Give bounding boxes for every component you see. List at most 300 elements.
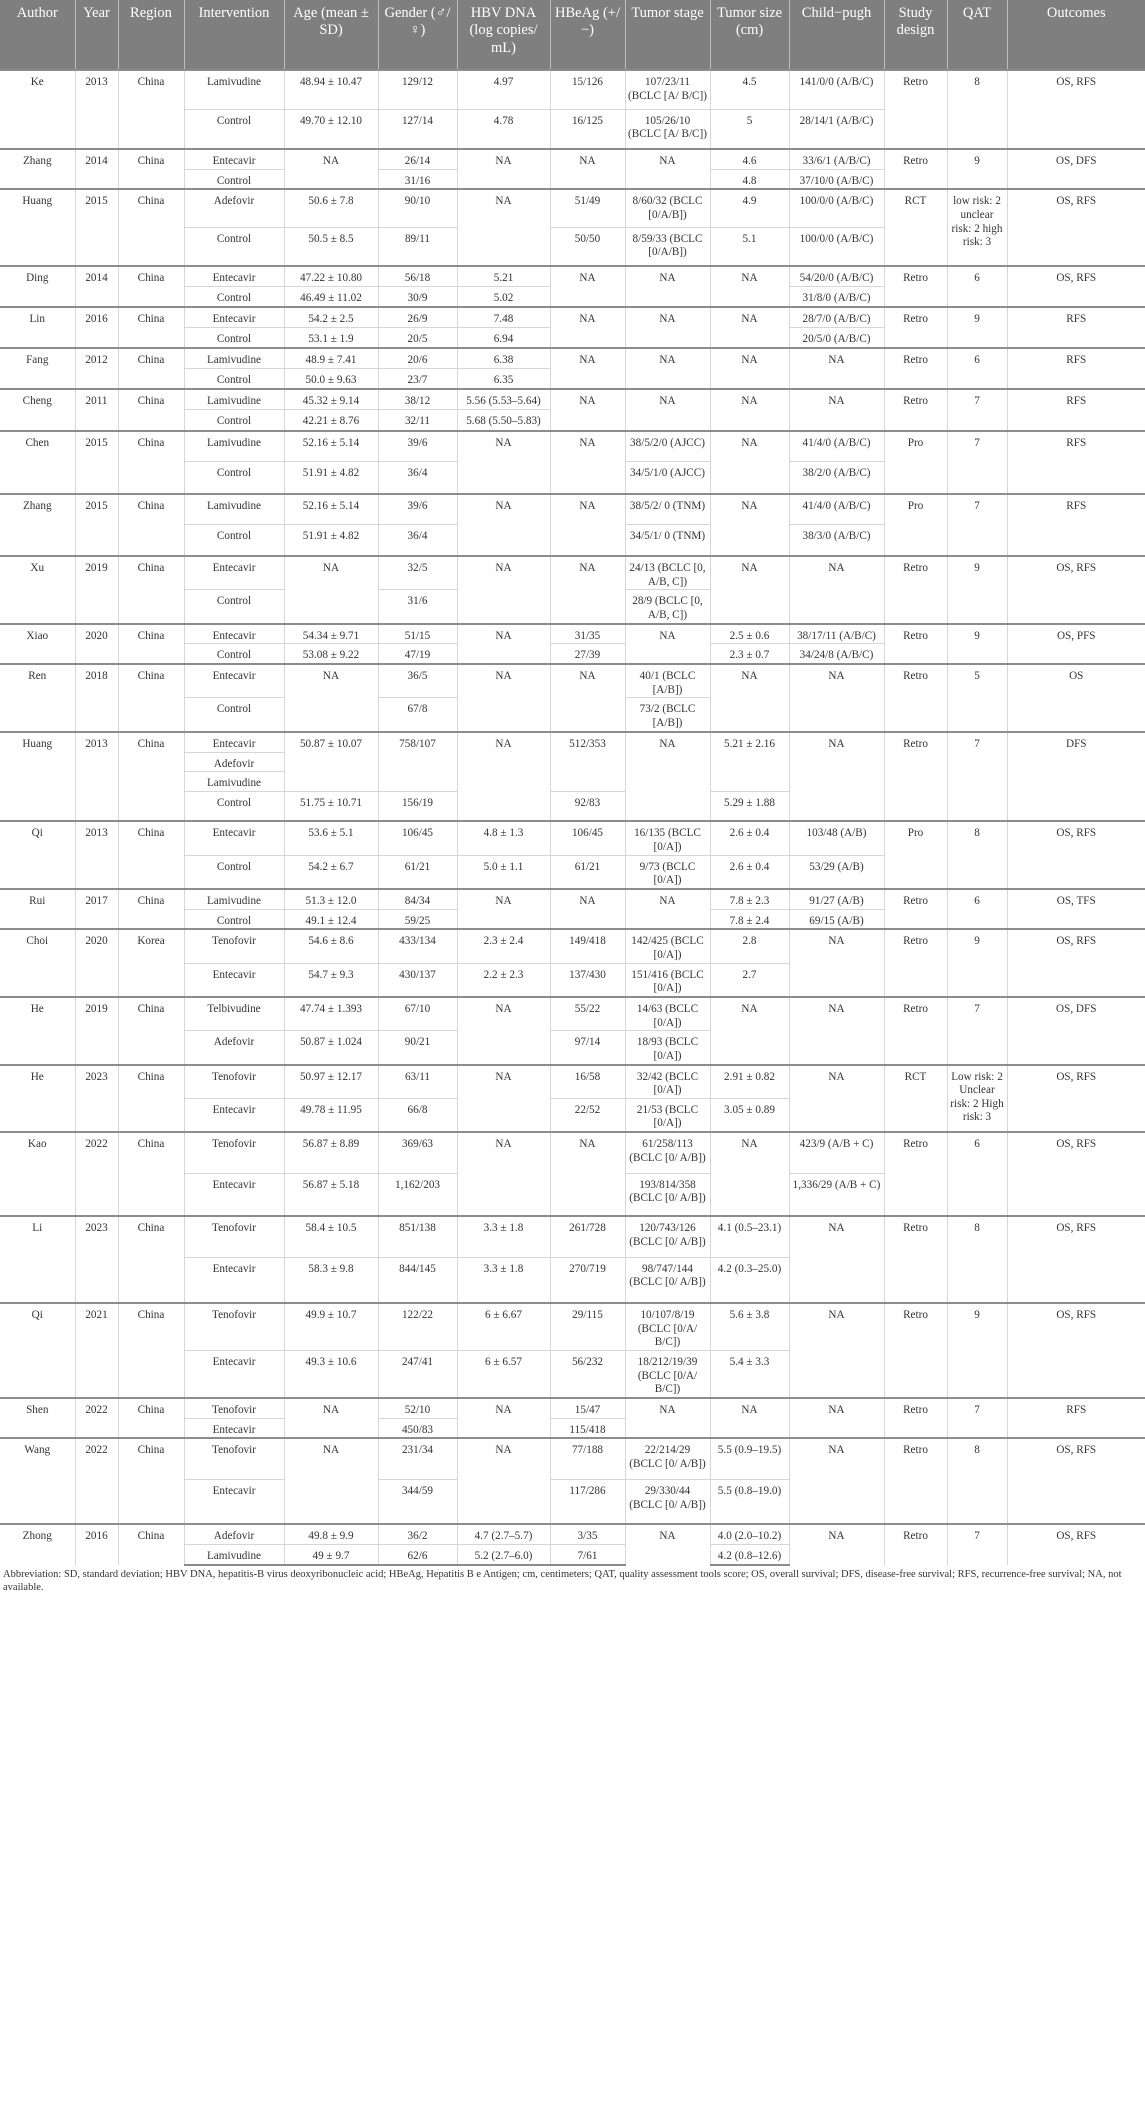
cell-year: 2015 [75, 431, 118, 494]
cell-intervention: Control [184, 791, 284, 821]
cell-region: China [118, 149, 184, 189]
cell-hbv-dna: 7.48 [457, 307, 550, 328]
cell-intervention: Entecavir [184, 149, 284, 169]
cell-intervention: Entecavir [184, 1098, 284, 1132]
cell-child-pugh: 28/14/1 (A/B/C) [789, 109, 884, 149]
cell-hbeag: NA [550, 389, 625, 431]
cell-tumor-stage: 28/9 (BCLC [0, A/B, C]) [625, 590, 710, 624]
cell-hbeag: 149/418 [550, 929, 625, 963]
cell-author: Choi [0, 929, 75, 997]
table-row [0, 1438, 1145, 1479]
cell-age: NA [284, 664, 378, 732]
cell-year: 2019 [75, 997, 118, 1065]
cell-study-design: RCT [884, 189, 947, 266]
cell-child-pugh: 54/20/0 (A/B/C) [789, 266, 884, 286]
cell-year: 2015 [75, 189, 118, 266]
cell-hbeag: NA [550, 1132, 625, 1216]
cell-intervention: Lamivudine [184, 1545, 284, 1565]
cell-tumor-size: 2.8 [710, 929, 789, 963]
cell-tumor-size: NA [710, 348, 789, 389]
cell-age: 50.6 ± 7.8 [284, 189, 378, 227]
cell-year: 2023 [75, 1065, 118, 1133]
cell-gender: 89/11 [378, 227, 457, 266]
cell-tumor-size: NA [710, 1398, 789, 1438]
cell-year: 2014 [75, 266, 118, 306]
table-row [0, 929, 1145, 963]
cell-intervention: Control [184, 169, 284, 189]
cell-hbeag: NA [550, 494, 625, 556]
cell-tumor-size: NA [710, 664, 789, 732]
cell-age: 45.32 ± 9.14 [284, 389, 378, 409]
cell-child-pugh: 91/27 (A/B) [789, 889, 884, 909]
cell-tumor-stage: 22/214/29 (BCLC [0/ A/B]) [625, 1438, 710, 1479]
cell-author: He [0, 1065, 75, 1133]
cell-hbv-dna: 3.3 ± 1.8 [457, 1257, 550, 1303]
cell-intervention: Control [184, 409, 284, 431]
cell-age: NA [284, 556, 378, 624]
cell-intervention: Entecavir [184, 307, 284, 328]
cell-outcomes: RFS [1007, 494, 1145, 556]
cell-region: China [118, 997, 184, 1065]
cell-region: China [118, 556, 184, 624]
cell-gender: 156/19 [378, 791, 457, 821]
cell-hbeag: 137/430 [550, 963, 625, 997]
cell-gender: 62/6 [378, 1545, 457, 1565]
cell-qat: 8 [947, 70, 1007, 149]
cell-region: China [118, 389, 184, 431]
cell-child-pugh: 69/15 (A/B) [789, 909, 884, 929]
cell-qat: 9 [947, 1303, 1007, 1398]
cell-gender: 30/9 [378, 286, 457, 306]
cell-tumor-stage: NA [625, 307, 710, 348]
cell-year: 2020 [75, 624, 118, 664]
cell-year: 2022 [75, 1438, 118, 1524]
table-row [0, 70, 1145, 109]
cell-study-design: Retro [884, 556, 947, 624]
cell-tumor-stage: 16/135 (BCLC [0/A]) [625, 821, 710, 855]
table-row [0, 389, 1145, 409]
cell-gender: 20/5 [378, 328, 457, 348]
cell-age: 51.75 ± 10.71 [284, 791, 378, 821]
cell-region: China [118, 348, 184, 389]
cell-gender: 1,162/203 [378, 1173, 457, 1216]
cell-age: 49.78 ± 11.95 [284, 1098, 378, 1132]
cell-age: 58.3 ± 9.8 [284, 1257, 378, 1303]
cell-year: 2013 [75, 70, 118, 149]
cell-hbeag: 61/21 [550, 855, 625, 889]
cell-tumor-stage: 120/743/126 (BCLC [0/ A/B]) [625, 1216, 710, 1257]
cell-intervention: Control [184, 109, 284, 149]
cell-hbeag: 22/52 [550, 1098, 625, 1132]
cell-outcomes: DFS [1007, 732, 1145, 821]
cell-hbv-dna: 5.56 (5.53–5.64) [457, 389, 550, 409]
table-row [0, 1303, 1145, 1350]
cell-author: Huang [0, 732, 75, 821]
cell-gender: 47/19 [378, 644, 457, 664]
cell-author: Ren [0, 664, 75, 732]
cell-region: China [118, 1132, 184, 1216]
cell-qat: 7 [947, 1398, 1007, 1438]
cell-region: China [118, 266, 184, 306]
cell-tumor-size: 3.05 ± 0.89 [710, 1098, 789, 1132]
cell-hbv-dna: 6.94 [457, 328, 550, 348]
cell-region: China [118, 1065, 184, 1133]
cell-study-design: Retro [884, 389, 947, 431]
cell-author: Ke [0, 70, 75, 149]
header-hbeag: HBeAg (+/−) [550, 0, 625, 70]
cell-age: 58.4 ± 10.5 [284, 1216, 378, 1257]
cell-gender: 369/63 [378, 1132, 457, 1173]
cell-age: 50.5 ± 8.5 [284, 227, 378, 266]
cell-gender: 67/8 [378, 698, 457, 732]
cell-study-design: Retro [884, 664, 947, 732]
cell-qat: 8 [947, 821, 1007, 889]
cell-region: China [118, 889, 184, 929]
cell-region: China [118, 494, 184, 556]
cell-age: 56.87 ± 5.18 [284, 1173, 378, 1216]
cell-age: 53.08 ± 9.22 [284, 644, 378, 664]
cell-hbv-dna: NA [457, 189, 550, 266]
cell-tumor-stage: 38/5/2/ 0 (TNM) [625, 494, 710, 524]
cell-gender: 23/7 [378, 369, 457, 389]
cell-hbv-dna: 4.7 (2.7–5.7) [457, 1524, 550, 1544]
cell-outcomes: OS, RFS [1007, 1303, 1145, 1398]
cell-qat: 7 [947, 732, 1007, 821]
cell-qat: 9 [947, 307, 1007, 348]
cell-age: 49.9 ± 10.7 [284, 1303, 378, 1350]
cell-hbeag: 27/39 [550, 644, 625, 664]
cell-tumor-size: 4.2 (0.3–25.0) [710, 1257, 789, 1303]
cell-qat: 7 [947, 431, 1007, 494]
cell-study-design: Retro [884, 624, 947, 664]
table-row [0, 997, 1145, 1031]
cell-qat: low risk: 2 unclear risk: 2 high risk: 3 [947, 189, 1007, 266]
cell-hbeag: 31/35 [550, 624, 625, 644]
cell-intervention: Control [184, 227, 284, 266]
cell-year: 2016 [75, 307, 118, 348]
cell-age: 47.22 ± 10.80 [284, 266, 378, 286]
header-gender: Gender (♂/♀) [378, 0, 457, 70]
cell-gender: 36/2 [378, 1524, 457, 1544]
cell-intervention: Entecavir [184, 624, 284, 644]
cell-hbv-dna: NA [457, 149, 550, 189]
cell-age: NA [284, 1438, 378, 1524]
cell-hbv-dna: NA [457, 624, 550, 664]
cell-author: Zhang [0, 494, 75, 556]
cell-author: Chen [0, 431, 75, 494]
header-tumor-size: Tumor size (cm) [710, 0, 789, 70]
cell-outcomes: OS, RFS [1007, 821, 1145, 889]
cell-tumor-stage: 18/212/19/39 (BCLC [0/A/ B/C]) [625, 1351, 710, 1398]
table-row [0, 556, 1145, 590]
cell-year: 2017 [75, 889, 118, 929]
table-row [0, 149, 1145, 169]
cell-tumor-size: 5.4 ± 3.3 [710, 1351, 789, 1398]
cell-tumor-size: 5.5 (0.9–19.5) [710, 1438, 789, 1479]
cell-tumor-stage: NA [625, 149, 710, 189]
cell-age: 54.6 ± 8.6 [284, 929, 378, 963]
header-hbv-dna: HBV DNA (log copies/ mL) [457, 0, 550, 70]
cell-age: 49.8 ± 9.9 [284, 1524, 378, 1544]
cell-tumor-size: 4.0 (2.0–10.2) [710, 1524, 789, 1544]
cell-intervention: Control [184, 461, 284, 494]
cell-child-pugh: 41/4/0 (A/B/C) [789, 494, 884, 524]
cell-study-design: Retro [884, 149, 947, 189]
cell-gender: 844/145 [378, 1257, 457, 1303]
cell-qat: 9 [947, 149, 1007, 189]
cell-tumor-stage: NA [625, 1398, 710, 1438]
cell-hbeag: 261/728 [550, 1216, 625, 1257]
cell-age: 42.21 ± 8.76 [284, 409, 378, 431]
cell-gender: 32/11 [378, 409, 457, 431]
cell-child-pugh: 20/5/0 (A/B/C) [789, 328, 884, 348]
cell-gender: 127/14 [378, 109, 457, 149]
cell-hbv-dna: 6.38 [457, 348, 550, 369]
cell-author: Wang [0, 1438, 75, 1524]
cell-tumor-size: NA [710, 494, 789, 556]
cell-region: China [118, 1524, 184, 1564]
cell-hbeag: 51/49 [550, 189, 625, 227]
cell-hbeag: NA [550, 149, 625, 189]
cell-intervention: Entecavir [184, 1479, 284, 1524]
cell-child-pugh: NA [789, 1065, 884, 1133]
cell-gender: 106/45 [378, 821, 457, 855]
cell-outcomes: RFS [1007, 1398, 1145, 1438]
cell-gender: 67/10 [378, 997, 457, 1031]
cell-study-design: Retro [884, 1398, 947, 1438]
cell-tumor-stage: 73/2 (BCLC [A/B]) [625, 698, 710, 732]
cell-hbeag: 55/22 [550, 997, 625, 1031]
cell-age: 52.16 ± 5.14 [284, 431, 378, 461]
cell-qat: 6 [947, 1132, 1007, 1216]
cell-tumor-size: 5.21 ± 2.16 [710, 732, 789, 791]
cell-hbv-dna: NA [457, 889, 550, 929]
cell-year: 2012 [75, 348, 118, 389]
cell-hbeag: NA [550, 348, 625, 389]
cell-outcomes: OS, TFS [1007, 889, 1145, 929]
cell-gender: 433/134 [378, 929, 457, 963]
cell-intervention: Control [184, 369, 284, 389]
cell-intervention: Telbivudine [184, 997, 284, 1031]
cell-intervention: Entecavir [184, 1173, 284, 1216]
cell-tumor-size: 5.1 [710, 227, 789, 266]
cell-study-design: Pro [884, 821, 947, 889]
cell-year: 2013 [75, 821, 118, 889]
cell-tumor-size: 4.2 (0.8–12.6) [710, 1545, 789, 1565]
cell-child-pugh: NA [789, 997, 884, 1065]
cell-study-design: Retro [884, 266, 947, 306]
cell-tumor-size: NA [710, 266, 789, 306]
cell-study-design: Retro [884, 307, 947, 348]
cell-gender: 31/16 [378, 169, 457, 189]
cell-age: 49.3 ± 10.6 [284, 1351, 378, 1398]
cell-study-design: Retro [884, 929, 947, 997]
cell-child-pugh: 38/3/0 (A/B/C) [789, 524, 884, 556]
cell-tumor-size: 5.6 ± 3.8 [710, 1303, 789, 1350]
cell-region: Korea [118, 929, 184, 997]
cell-intervention: Tenofovir [184, 1438, 284, 1479]
cell-hbeag: 56/232 [550, 1351, 625, 1398]
cell-gender: 122/22 [378, 1303, 457, 1350]
cell-intervention: Control [184, 524, 284, 556]
cell-gender: 758/107 [378, 732, 457, 791]
cell-intervention: Control [184, 590, 284, 624]
cell-gender: 66/8 [378, 1098, 457, 1132]
header-region: Region [118, 0, 184, 70]
cell-outcomes: OS, RFS [1007, 189, 1145, 266]
cell-hbeag: 7/61 [550, 1545, 625, 1565]
cell-hbeag: NA [550, 556, 625, 624]
cell-child-pugh: 41/4/0 (A/B/C) [789, 431, 884, 461]
cell-intervention: Tenofovir [184, 929, 284, 963]
cell-outcomes: OS, RFS [1007, 70, 1145, 149]
cell-intervention: Adefovir [184, 1524, 284, 1544]
table-row [0, 1398, 1145, 1418]
cell-tumor-size: 5.29 ± 1.88 [710, 791, 789, 821]
cell-child-pugh: 103/48 (A/B) [789, 821, 884, 855]
cell-age: 52.16 ± 5.14 [284, 494, 378, 524]
cell-age: 56.87 ± 8.89 [284, 1132, 378, 1173]
cell-region: China [118, 624, 184, 664]
cell-hbv-dna: 6 ± 6.67 [457, 1303, 550, 1350]
cell-tumor-stage: 193/814/358 (BCLC [0/ A/B]) [625, 1173, 710, 1216]
cell-author: Huang [0, 189, 75, 266]
cell-child-pugh: 34/24/8 (A/B/C) [789, 644, 884, 664]
cell-age: 50.87 ± 10.07 [284, 732, 378, 791]
cell-tumor-size: 2.6 ± 0.4 [710, 855, 789, 889]
cell-outcomes: OS, RFS [1007, 1524, 1145, 1564]
cell-tumor-size: 4.5 [710, 70, 789, 109]
cell-age: 53.1 ± 1.9 [284, 328, 378, 348]
cell-child-pugh: 100/0/0 (A/B/C) [789, 227, 884, 266]
cell-child-pugh: NA [789, 1524, 884, 1564]
cell-author: Xiao [0, 624, 75, 664]
cell-age: 49.1 ± 12.4 [284, 909, 378, 929]
cell-tumor-stage: 10/107/8/19 (BCLC [0/A/ B/C]) [625, 1303, 710, 1350]
cell-outcomes: OS, RFS [1007, 556, 1145, 624]
cell-gender: 430/137 [378, 963, 457, 997]
cell-intervention: Adefovir [184, 1031, 284, 1065]
cell-tumor-stage: 34/5/1/ 0 (TNM) [625, 524, 710, 556]
cell-hbeag: 117/286 [550, 1479, 625, 1524]
cell-tumor-stage: 34/5/1/0 (AJCC) [625, 461, 710, 494]
cell-tumor-stage: 18/93 (BCLC [0/A]) [625, 1031, 710, 1065]
cell-hbv-dna: 3.3 ± 1.8 [457, 1216, 550, 1257]
cell-intervention: Entecavir [184, 821, 284, 855]
cell-hbv-dna: 5.2 (2.7–6.0) [457, 1545, 550, 1565]
cell-child-pugh: 141/0/0 (A/B/C) [789, 70, 884, 109]
cell-outcomes: OS, RFS [1007, 929, 1145, 997]
cell-tumor-stage: 21/53 (BCLC [0/A]) [625, 1098, 710, 1132]
cell-outcomes: RFS [1007, 431, 1145, 494]
cell-outcomes: RFS [1007, 389, 1145, 431]
cell-author: Shen [0, 1398, 75, 1438]
cell-hbeag: 3/35 [550, 1524, 625, 1544]
cell-hbeag: NA [550, 664, 625, 732]
cell-hbeag: 77/188 [550, 1438, 625, 1479]
cell-tumor-size: 2.3 ± 0.7 [710, 644, 789, 664]
cell-gender: 39/6 [378, 431, 457, 461]
cell-child-pugh: NA [789, 1438, 884, 1524]
cell-hbeag: 97/14 [550, 1031, 625, 1065]
cell-gender: 36/4 [378, 461, 457, 494]
cell-gender: 51/15 [378, 624, 457, 644]
table-row [0, 624, 1145, 644]
cell-outcomes: RFS [1007, 307, 1145, 348]
cell-child-pugh: 33/6/1 (A/B/C) [789, 149, 884, 169]
cell-age: 54.7 ± 9.3 [284, 963, 378, 997]
cell-intervention: Entecavir [184, 266, 284, 286]
cell-tumor-stage: NA [625, 889, 710, 929]
table-row [0, 889, 1145, 909]
cell-study-design: Retro [884, 348, 947, 389]
cell-age: 48.9 ± 7.41 [284, 348, 378, 369]
cell-tumor-stage: 142/425 (BCLC [0/A]) [625, 929, 710, 963]
cell-tumor-stage: 8/59/33 (BCLC [0/A/B]) [625, 227, 710, 266]
cell-region: China [118, 1303, 184, 1398]
cell-qat: 7 [947, 997, 1007, 1065]
cell-qat: 7 [947, 389, 1007, 431]
cell-gender: 84/34 [378, 889, 457, 909]
cell-qat: 5 [947, 664, 1007, 732]
cell-tumor-size: 2.6 ± 0.4 [710, 821, 789, 855]
header-study-design: Study design [884, 0, 947, 70]
cell-child-pugh: 37/10/0 (A/B/C) [789, 169, 884, 189]
cell-gender: 36/4 [378, 524, 457, 556]
cell-hbv-dna: NA [457, 1438, 550, 1524]
cell-region: China [118, 189, 184, 266]
cell-hbeag: 106/45 [550, 821, 625, 855]
cell-tumor-stage: 8/60/32 (BCLC [0/A/B]) [625, 189, 710, 227]
cell-gender: 61/21 [378, 855, 457, 889]
cell-intervention: Tenofovir [184, 1303, 284, 1350]
cell-outcomes: OS, DFS [1007, 149, 1145, 189]
cell-author: Xu [0, 556, 75, 624]
cell-tumor-stage: 38/5/2/0 (AJCC) [625, 431, 710, 461]
table-row [0, 431, 1145, 461]
cell-hbeag: 270/719 [550, 1257, 625, 1303]
cell-hbv-dna: 5.0 ± 1.1 [457, 855, 550, 889]
cell-child-pugh: NA [789, 556, 884, 624]
cell-hbv-dna: NA [457, 664, 550, 732]
header-qat: QAT [947, 0, 1007, 70]
cell-study-design: Retro [884, 1132, 947, 1216]
cell-tumor-stage: 151/416 (BCLC [0/A]) [625, 963, 710, 997]
cell-qat: 9 [947, 624, 1007, 664]
cell-author: Zhang [0, 149, 75, 189]
cell-hbeag: NA [550, 266, 625, 306]
cell-hbeag: 16/125 [550, 109, 625, 149]
cell-tumor-stage: 9/73 (BCLC [0/A]) [625, 855, 710, 889]
cell-tumor-size: NA [710, 997, 789, 1065]
cell-hbeag: 512/353 [550, 732, 625, 791]
cell-gender: 26/9 [378, 307, 457, 328]
table-row [0, 664, 1145, 698]
cell-age: NA [284, 149, 378, 189]
cell-tumor-size: 7.8 ± 2.3 [710, 889, 789, 909]
table-row [0, 1065, 1145, 1099]
cell-tumor-size: 4.9 [710, 189, 789, 227]
cell-year: 2021 [75, 1303, 118, 1398]
table-row [0, 1216, 1145, 1257]
table-body [0, 70, 1145, 1565]
cell-year: 2011 [75, 389, 118, 431]
cell-study-design: Retro [884, 1303, 947, 1398]
cell-outcomes: OS, PFS [1007, 624, 1145, 664]
cell-age: 54.2 ± 2.5 [284, 307, 378, 328]
cell-tumor-size: NA [710, 431, 789, 494]
cell-tumor-stage: 14/63 (BCLC [0/A]) [625, 997, 710, 1031]
